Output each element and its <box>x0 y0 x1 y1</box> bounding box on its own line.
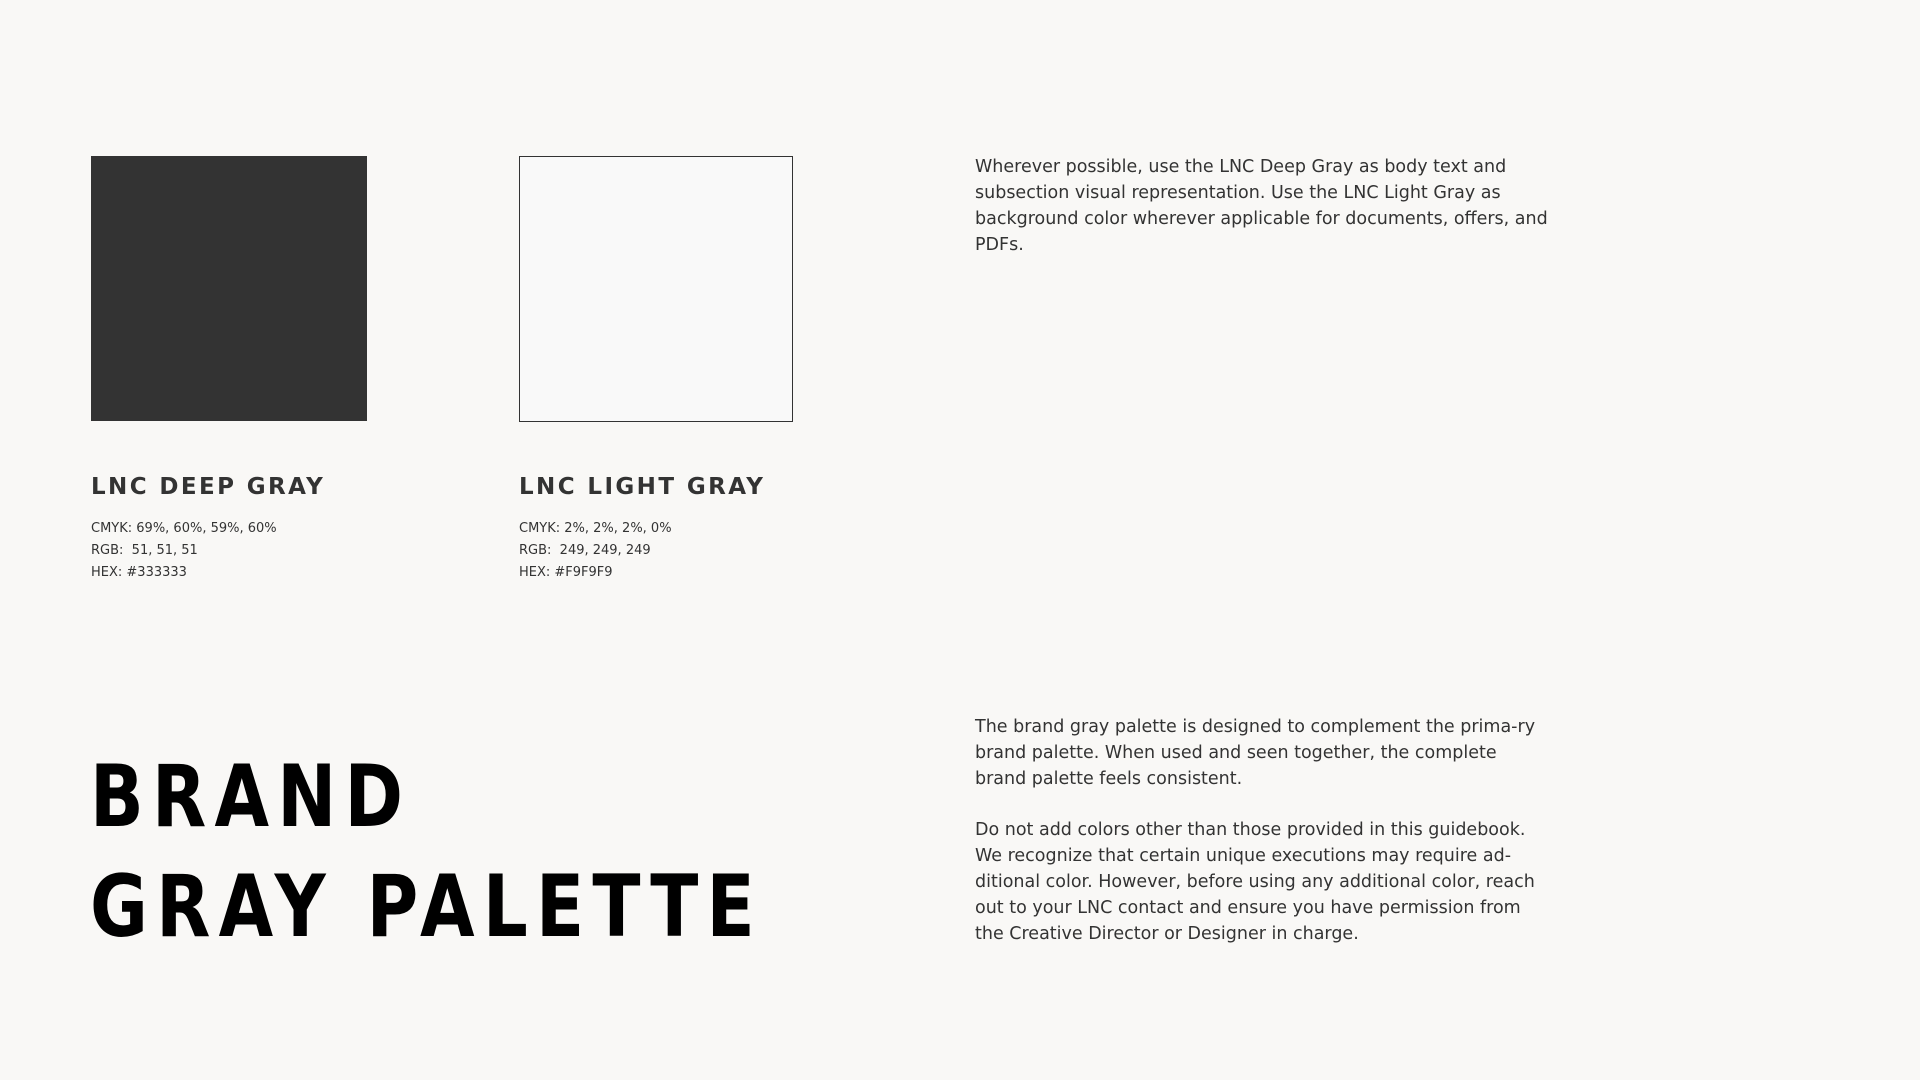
restriction-paragraph <box>975 817 1550 947</box>
restriction-text: Do not add colors other than those provided in this guidebook. We recognize that certain unique executions may require ad-ditional color. However, before using any additional color, reach out to your LNC contact and ensure you have permission from the Creative Director or Designer in charge. <box>975 820 1535 944</box>
light-gray-hex: HEX: #F9F9F9 <box>519 565 613 580</box>
deep-gray-rgb: RGB: 51, 51, 51 <box>91 543 198 558</box>
page-title <box>90 742 763 962</box>
light-gray-cmyk: CMYK: 2%, 2%, 2%, 0% <box>519 521 672 536</box>
page-title-line-1: BRAND <box>90 747 412 847</box>
page-title-line-2: GRAY PALETTE <box>90 857 763 957</box>
deep-gray-cmyk: CMYK: 69%, 60%, 59%, 60% <box>91 521 277 536</box>
light-gray-name: LNC LIGHT GRAY <box>519 474 766 500</box>
deep-gray-swatch <box>91 156 367 421</box>
usage-text: Wherever possible, use the LNC Deep Gray as body text and subsection visual representation. Use the LNC Light Gray as background color wherever applicable for documents, offers, and PDFs. <box>975 157 1548 255</box>
light-gray-rgb: RGB: 249, 249, 249 <box>519 543 651 558</box>
light-gray-swatch <box>519 156 793 422</box>
intro-text: The brand gray palette is designed to complement the prima-ry brand palette. When used and seen together, the complete brand palette feels consistent. <box>975 717 1536 789</box>
intro-paragraph <box>975 714 1550 792</box>
deep-gray-specs <box>91 518 277 584</box>
light-gray-specs <box>519 518 672 584</box>
usage-paragraph <box>975 154 1550 258</box>
deep-gray-hex: HEX: #333333 <box>91 565 187 580</box>
deep-gray-name: LNC DEEP GRAY <box>91 474 326 500</box>
